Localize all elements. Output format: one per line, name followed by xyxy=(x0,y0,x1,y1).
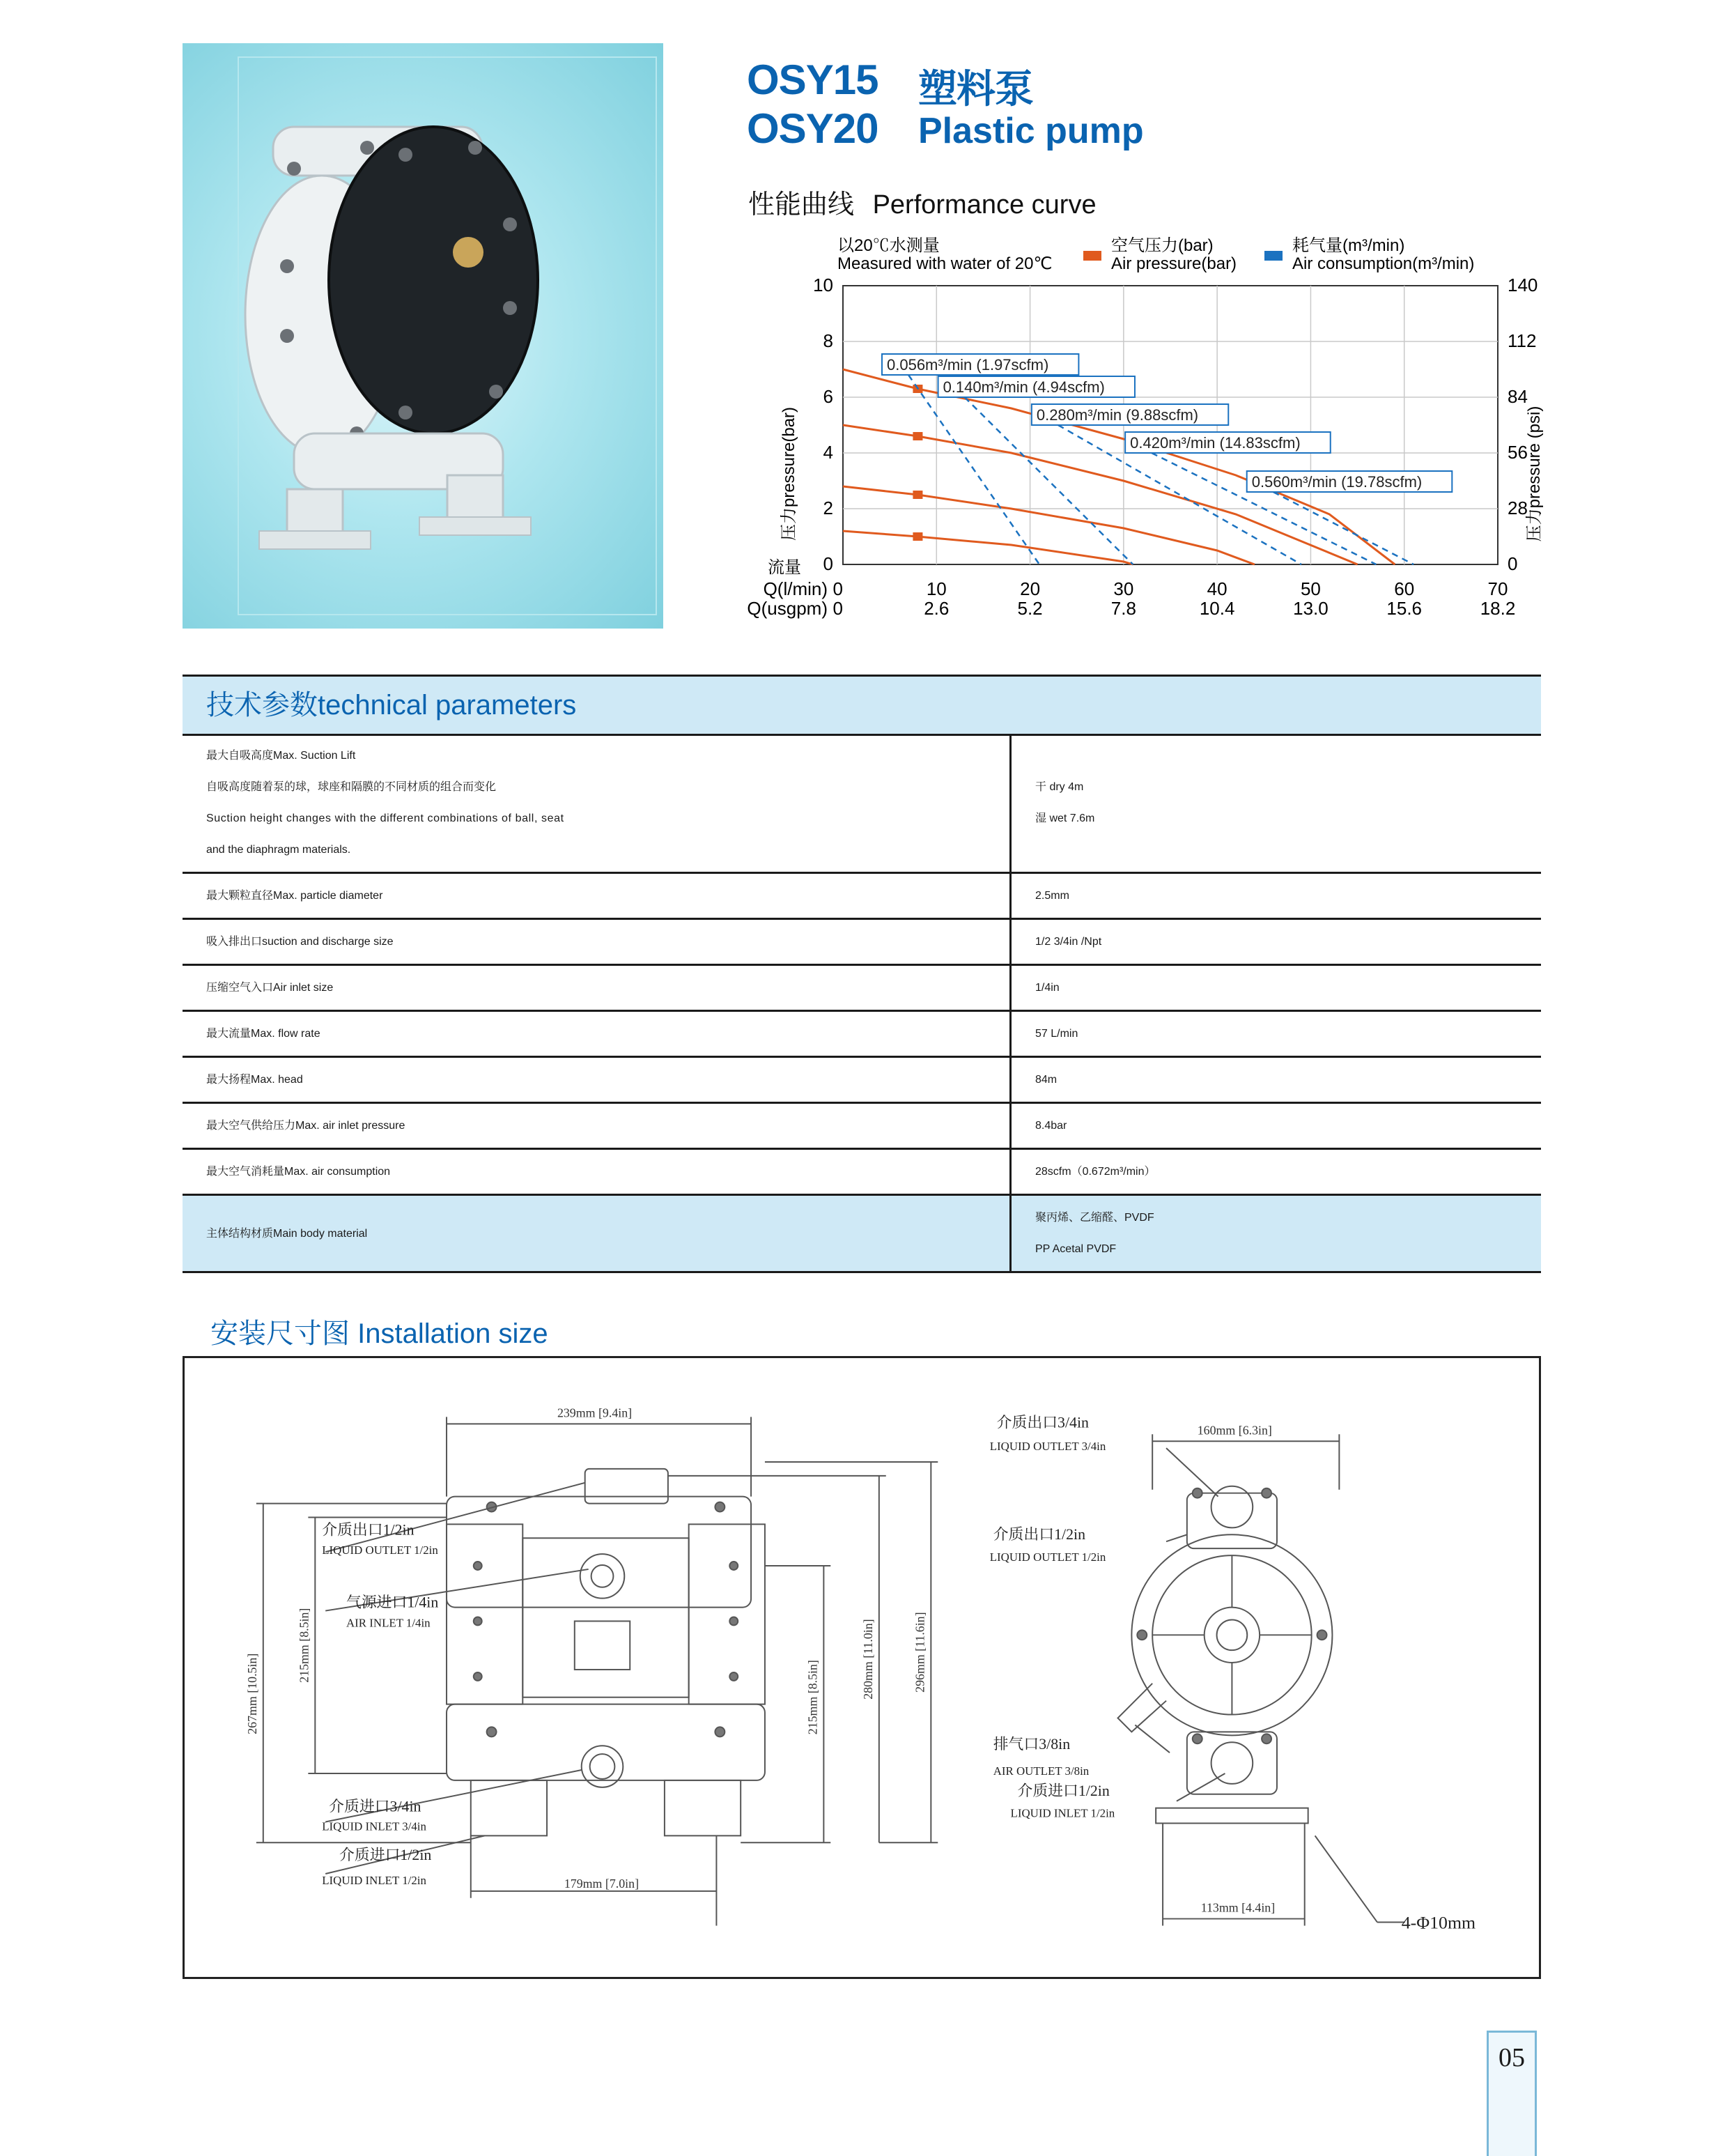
side-air-outlet-cn: 排气口3/8in xyxy=(993,1736,1071,1753)
side-inlet-half-en: LIQUID INLET 1/2in xyxy=(1010,1806,1115,1820)
row-label: 最大流量Max. flow rate xyxy=(206,1028,320,1040)
pressure-marker xyxy=(913,432,922,440)
table-row xyxy=(183,1012,1541,1058)
side-mount-holes: 4-Φ10mm xyxy=(1401,1912,1476,1933)
legend-consumption-cn: 耗气量(m³/min) xyxy=(1292,236,1405,255)
side-outlet-half-cn: 介质出口1/2in xyxy=(993,1526,1086,1543)
row-label: 吸入排出口suction and discharge size xyxy=(206,936,394,948)
y-tick-right: 28 xyxy=(1508,498,1528,518)
technical-parameters-title: 技术参数technical parameters xyxy=(206,690,577,721)
row-label: 最大空气供给压力Max. air inlet pressure xyxy=(206,1120,405,1132)
pump-illustration xyxy=(183,43,663,629)
chart-note-cn: 以20℃水测量 xyxy=(837,236,940,255)
pressure-curve xyxy=(843,369,1395,564)
legend-consumption-en: Air consumption(m³/min) xyxy=(1292,254,1475,273)
x-tick-lmin: 0 xyxy=(832,578,843,599)
row-value: PP Acetal PVDF xyxy=(1035,1243,1117,1255)
x-axis-label-lmin: Q(l/min) xyxy=(763,578,828,599)
side-inlet-half-cn: 介质进口1/2in xyxy=(1017,1782,1110,1799)
y-tick-left: 6 xyxy=(823,386,833,407)
y-tick-right: 56 xyxy=(1508,442,1528,463)
y-tick-right: 84 xyxy=(1508,386,1528,407)
x-tick-usgpm: 2.6 xyxy=(924,598,950,619)
y-tick-right: 112 xyxy=(1508,330,1537,351)
row-value: 8.4bar xyxy=(1035,1120,1067,1132)
row-label: 最大颗粒直径Max. particle diameter xyxy=(206,890,383,902)
legend-swatch-pressure xyxy=(1083,251,1101,261)
x-tick-lmin: 70 xyxy=(1487,578,1508,599)
y-tick-left: 0 xyxy=(823,553,833,574)
row-value: 1/2 3/4in /Npt xyxy=(1035,936,1102,948)
performance-curve-en: Performance curve xyxy=(872,190,1097,220)
pressure-curve xyxy=(843,531,1133,564)
row-value: 2.5mm xyxy=(1035,890,1069,902)
performance-curve-title xyxy=(748,183,1097,221)
row-value: 湿 wet 7.6m xyxy=(1035,813,1095,824)
table-row xyxy=(183,920,1541,966)
performance-chart-svg xyxy=(725,230,1574,634)
side-outlet-half-en: LIQUID OUTLET 1/2in xyxy=(989,1550,1106,1564)
page-number: 05 xyxy=(1487,2031,1537,2156)
row-label: 主体结构材质Main body material xyxy=(206,1227,368,1240)
x-tick-lmin: 10 xyxy=(926,578,947,599)
row-value: 84m xyxy=(1035,1074,1058,1086)
y-tick-left: 2 xyxy=(823,498,833,518)
legend-swatch-consumption xyxy=(1264,251,1283,261)
front-dim-215-left: 215mm [8.5in] xyxy=(297,1608,311,1683)
row-label: 最大空气消耗量Max. air consumption xyxy=(206,1166,391,1178)
consumption-curve xyxy=(908,375,1039,564)
model-osy20-en: Plastic pump xyxy=(918,111,1144,151)
chart-note-en: Measured with water of 20℃ xyxy=(837,254,1053,273)
consumption-label: 0.280m³/min (9.88scfm) xyxy=(1036,406,1199,424)
pressure-marker xyxy=(913,532,922,541)
front-outlet-half-cn: 介质出口1/2in xyxy=(322,1521,415,1539)
front-outlet-half-en: LIQUID OUTLET 1/2in xyxy=(322,1543,438,1557)
y-axis-label-left: 压力pressure(bar) xyxy=(780,406,798,541)
table-row xyxy=(183,966,1541,1012)
consumption-label: 0.560m³/min (19.78scfm) xyxy=(1251,473,1423,491)
y-tick-left: 10 xyxy=(813,275,833,295)
x-tick-usgpm: 10.4 xyxy=(1199,598,1235,619)
row-value: 干 dry 4m xyxy=(1035,781,1084,793)
row-value: 聚丙烯、乙缩醛、PVDF xyxy=(1035,1212,1154,1224)
front-air-inlet-cn: 气源进口1/4in xyxy=(346,1594,439,1611)
table-row xyxy=(183,1150,1541,1196)
pressure-curve xyxy=(843,486,1255,564)
table-row xyxy=(183,1104,1541,1150)
front-air-inlet-en: AIR INLET 1/4in xyxy=(346,1616,431,1630)
chart-series xyxy=(843,354,1452,564)
table-row xyxy=(183,734,1541,874)
consumption-label: 0.420m³/min (14.83scfm) xyxy=(1130,434,1301,452)
front-inlet-half-en: LIQUID INLET 1/2in xyxy=(322,1873,426,1887)
installation-drawing-svg xyxy=(185,1358,1539,1977)
legend-pressure-en: Air pressure(bar) xyxy=(1111,254,1237,273)
performance-chart xyxy=(725,230,1574,634)
side-dim-top: 160mm [6.3in] xyxy=(1197,1423,1272,1438)
front-dim-280: 280mm [11.0in] xyxy=(860,1619,875,1700)
front-dim-bottom: 179mm [7.0in] xyxy=(564,1876,640,1891)
x-tick-usgpm: 5.2 xyxy=(1017,598,1043,619)
product-photo xyxy=(183,43,663,629)
front-dim-296: 296mm [11.6in] xyxy=(913,1612,927,1693)
performance-curve-cn: 性能曲线 xyxy=(748,190,855,220)
x-tick-lmin: 30 xyxy=(1113,578,1134,599)
pressure-marker xyxy=(913,491,922,499)
front-inlet-34-en: LIQUID INLET 3/4in xyxy=(322,1819,426,1833)
row-value: 57 L/min xyxy=(1035,1028,1078,1040)
x-tick-usgpm: 13.0 xyxy=(1293,598,1329,619)
side-outlet-34-en: LIQUID OUTLET 3/4in xyxy=(989,1440,1106,1454)
row-value: 28scfm（0.672m³/min） xyxy=(1035,1166,1156,1178)
consumption-label: 0.140m³/min (4.94scfm) xyxy=(943,378,1105,396)
side-air-outlet-en: AIR OUTLET 3/8in xyxy=(993,1764,1090,1778)
row-label: 最大自吸高度Max. Suction Lift xyxy=(206,750,356,762)
front-inlet-half-cn: 介质进口1/2in xyxy=(339,1847,432,1864)
model-osy20: OSY20 xyxy=(747,105,878,152)
front-inlet-34-cn: 介质进口3/4in xyxy=(329,1798,421,1815)
front-dim-267: 267mm [10.5in] xyxy=(245,1653,259,1734)
y-tick-right: 140 xyxy=(1508,275,1538,295)
y-tick-right: 0 xyxy=(1508,553,1518,574)
table-row xyxy=(183,1058,1541,1104)
table-row xyxy=(183,874,1541,920)
x-tick-usgpm: 15.6 xyxy=(1386,598,1423,619)
installation-size-title: 安装尺寸图 Installation size xyxy=(210,1318,548,1349)
model-osy15: OSY15 xyxy=(747,56,878,103)
x-tick-lmin: 60 xyxy=(1394,578,1415,599)
row-label: and the diaphragm materials. xyxy=(206,844,351,856)
x-tick-usgpm: 18.2 xyxy=(1480,598,1516,619)
row-label: Suction height changes with the different combinations of ball, seat xyxy=(206,813,564,824)
consumption-curve xyxy=(1273,492,1414,564)
y-axis-zero-label: 流量 xyxy=(768,558,801,577)
x-tick-lmin: 40 xyxy=(1207,578,1228,599)
front-dim-215-right: 215mm [8.5in] xyxy=(805,1660,820,1735)
x-tick-usgpm: 7.8 xyxy=(1110,598,1136,619)
model-osy15-cn: 塑料泵 xyxy=(918,67,1033,111)
side-outlet-34-cn: 介质出口3/4in xyxy=(996,1414,1089,1431)
row-label: 自吸高度随着泵的球，球座和隔膜的不同材质的组合而变化 xyxy=(206,781,497,793)
x-tick-lmin: 20 xyxy=(1020,578,1041,599)
row-label: 最大扬程Max. head xyxy=(206,1074,303,1086)
y-tick-left: 8 xyxy=(823,330,833,351)
table-row xyxy=(183,1196,1541,1273)
installation-drawing xyxy=(183,1356,1541,1979)
x-axis-label-usgpm: Q(usgpm) xyxy=(747,598,828,619)
row-value: 1/4in xyxy=(1035,982,1060,994)
y-axis-label-right: 压力pressure (psi) xyxy=(1525,406,1544,542)
side-dim-bottom: 113mm [4.4in] xyxy=(1200,1900,1276,1915)
x-tick-usgpm: 0 xyxy=(832,598,843,619)
front-dim-top: 239mm [9.4in] xyxy=(557,1406,633,1420)
consumption-label: 0.056m³/min (1.97scfm) xyxy=(887,356,1049,374)
x-tick-lmin: 50 xyxy=(1300,578,1321,599)
row-label: 压缩空气入口Air inlet size xyxy=(206,982,334,994)
y-tick-left: 4 xyxy=(823,442,833,463)
chart-x-ticks xyxy=(833,578,1516,619)
technical-parameters-header xyxy=(183,675,1541,736)
legend-pressure-cn: 空气压力(bar) xyxy=(1111,236,1214,255)
